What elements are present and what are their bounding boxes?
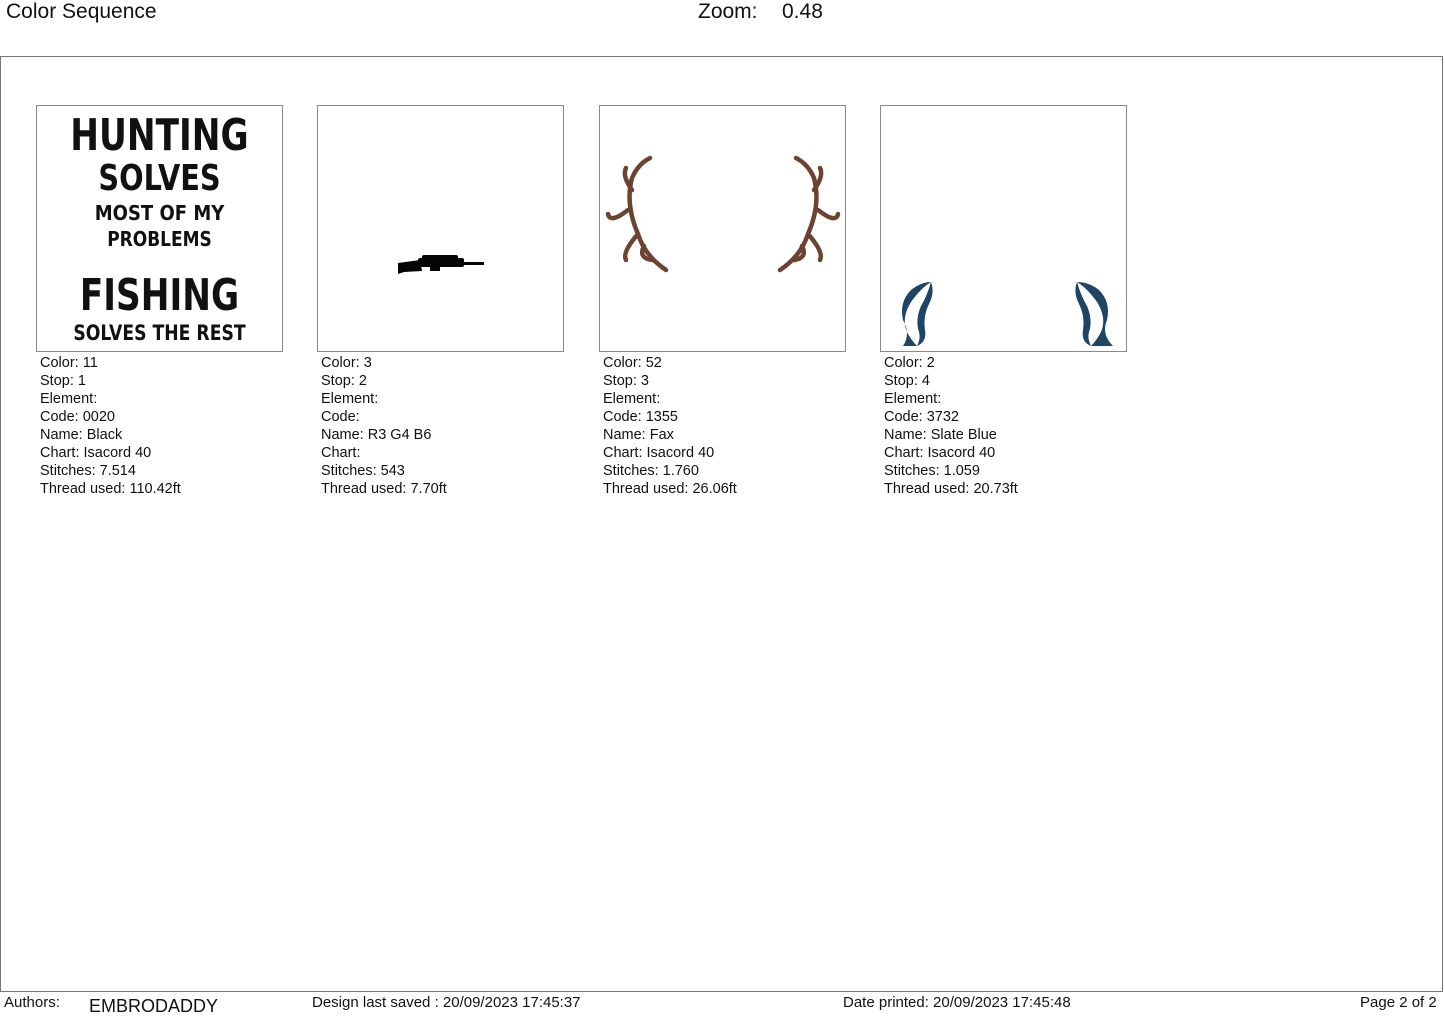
thread-used: Thread used: 110.42ft	[40, 481, 181, 497]
rifle-icon	[318, 106, 564, 352]
thread-name: Name: Fax	[603, 427, 674, 443]
authors-value: EMBRODADDY	[89, 996, 219, 1016]
thread-chart: Chart: Isacord 40	[603, 445, 715, 461]
thumbnail-antlers	[599, 105, 846, 352]
color-info-1	[36, 354, 283, 498]
color-number: Color: 52	[603, 355, 662, 371]
thread-chart: Chart: Isacord 40	[40, 445, 152, 461]
thread-name: Name: Black	[40, 427, 123, 443]
stop-number: Stop: 3	[603, 373, 649, 389]
color-info-4	[880, 354, 1127, 498]
thread-code: Code: 1355	[603, 409, 678, 425]
color-number: Color: 3	[321, 355, 372, 371]
thumbnail-text-design	[36, 105, 283, 352]
stop-number: Stop: 1	[40, 373, 86, 389]
thumbnail-rifle	[317, 105, 564, 352]
thread-used: Thread used: 26.06ft	[603, 481, 737, 497]
stop-number: Stop: 4	[884, 373, 930, 389]
stitch-count: Stitches: 7.514	[40, 463, 136, 479]
element-label: Element:	[321, 391, 379, 407]
design-line-hunting: HUNTING	[70, 110, 249, 161]
color-number: Color: 2	[884, 355, 935, 371]
date-printed: Date printed: 20/09/2023 17:45:48	[843, 994, 1071, 1011]
color-info-3	[599, 354, 846, 498]
authors-label: Authors:	[4, 994, 60, 1011]
thread-name: Name: R3 G4 B6	[321, 427, 432, 443]
design-line-solves-the-rest: SOLVES THE REST	[73, 321, 246, 345]
fish-icon	[881, 106, 1127, 352]
thumbnail-fish	[880, 105, 1127, 352]
color-card-1	[36, 105, 283, 498]
thread-chart: Chart: Isacord 40	[884, 445, 996, 461]
zoom-label: Zoom:	[698, 0, 758, 23]
color-card-2	[317, 105, 564, 498]
stitch-count: Stitches: 1.760	[603, 463, 699, 479]
stitch-count: Stitches: 543	[321, 463, 405, 479]
thread-used: Thread used: 20.73ft	[884, 481, 1018, 497]
stitch-count: Stitches: 1.059	[884, 463, 980, 479]
stop-number: Stop: 2	[321, 373, 367, 389]
color-info-2	[317, 354, 564, 498]
page-number: Page 2 of 2	[1360, 994, 1437, 1011]
design-line-solves: SOLVES	[98, 158, 221, 199]
element-label: Element:	[603, 391, 661, 407]
antlers-icon	[600, 106, 846, 352]
design-line-problems: PROBLEMS	[107, 227, 212, 251]
thread-code: Code: 0020	[40, 409, 115, 425]
thread-used: Thread used: 7.70ft	[321, 481, 447, 497]
zoom-value: 0.48	[782, 0, 823, 23]
thread-code: Code:	[321, 409, 360, 425]
element-label: Element:	[40, 391, 98, 407]
thread-chart: Chart:	[321, 445, 361, 461]
color-number: Color: 11	[40, 355, 98, 371]
thread-name: Name: Slate Blue	[884, 427, 997, 443]
color-card-3	[599, 105, 846, 498]
design-line-fishing: FISHING	[79, 270, 240, 321]
design-last-saved: Design last saved : 20/09/2023 17:45:37	[312, 994, 581, 1011]
design-line-most-of-my: MOST OF MY	[94, 201, 225, 225]
page-title: Color Sequence	[6, 0, 157, 23]
thread-code: Code: 3732	[884, 409, 959, 425]
color-card-4	[880, 105, 1127, 498]
element-label: Element:	[884, 391, 942, 407]
